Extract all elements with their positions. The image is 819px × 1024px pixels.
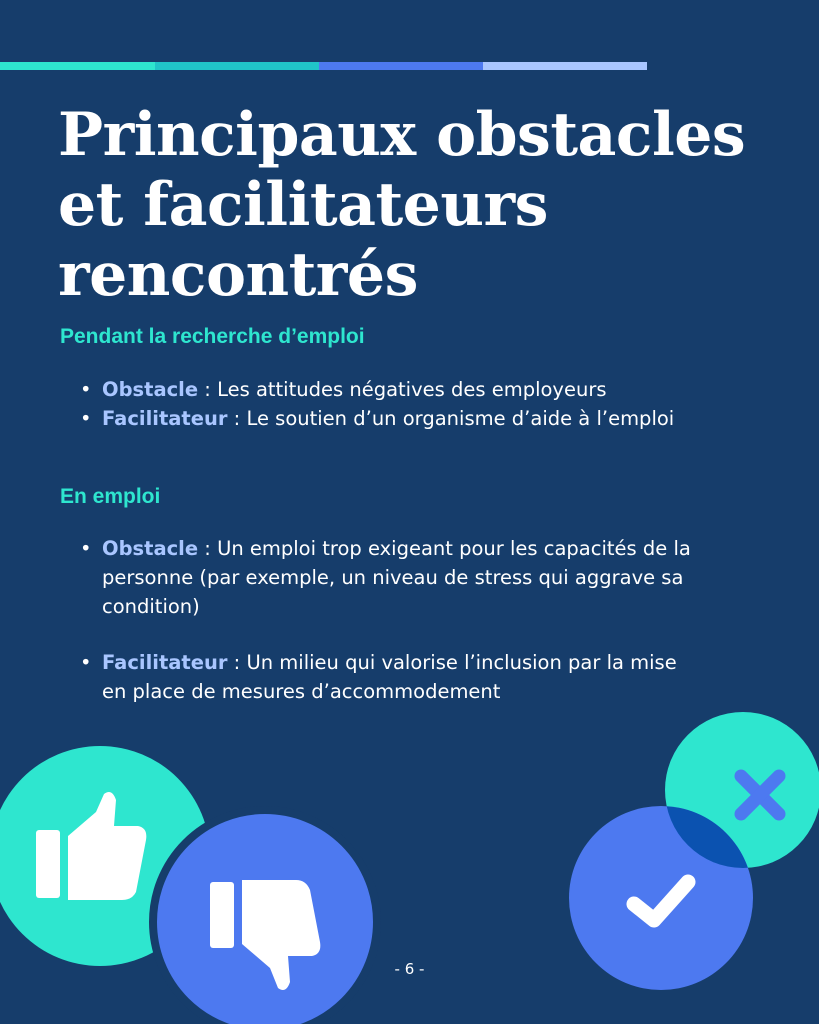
page-number: - 6 - (394, 960, 425, 978)
item-term: Obstacle (102, 537, 199, 560)
accent-bar-segment (319, 62, 483, 70)
list-item-obstacle (80, 375, 800, 404)
job-search-list (80, 375, 800, 433)
accent-bar-segment (0, 62, 155, 70)
item-term: Facilitateur (102, 407, 228, 430)
thumbs-up-icon (36, 792, 146, 900)
item-text: Le soutien d’un organisme d’aide à l’emploi (246, 407, 675, 430)
checkmark-icon (634, 882, 688, 920)
item-separator: : (198, 537, 218, 560)
item-term: Obstacle (102, 378, 199, 401)
list-item-obstacle (80, 534, 740, 621)
title-line: rencontrés (58, 240, 418, 310)
in-employment-list (80, 534, 740, 706)
section-heading-job-search: Pendant la recherche d’emploi (60, 325, 365, 348)
accent-bar-segment (155, 62, 319, 70)
list-item-facilitator (80, 648, 702, 706)
cross-circle (665, 712, 819, 868)
page-title (58, 100, 798, 310)
item-text: Un milieu qui valorise l’inclusion par la mise en place de mesures d’accommodement (102, 651, 677, 703)
section-heading-in-employment: En emploi (60, 485, 161, 508)
cross-icon (741, 776, 779, 814)
thumbs-down-circle (153, 810, 377, 1024)
list-item-facilitator (80, 404, 800, 433)
item-term: Facilitateur (102, 651, 228, 674)
item-text: Un emploi trop exigeant pour les capacités de la personne (par exemple, un niveau de stress qui aggrave sa condition) (102, 537, 691, 618)
item-text: Les attitudes négatives des employeurs (217, 378, 607, 401)
title-line: Principaux obstacles (58, 100, 746, 170)
item-separator: : (198, 378, 218, 401)
thumbs-up-circle (0, 746, 210, 966)
accent-bar-segment (483, 62, 647, 70)
item-separator: : (227, 651, 247, 674)
item-separator: : (227, 407, 247, 430)
top-accent-bar (0, 62, 647, 70)
title-line: et facilitateurs (58, 170, 548, 240)
